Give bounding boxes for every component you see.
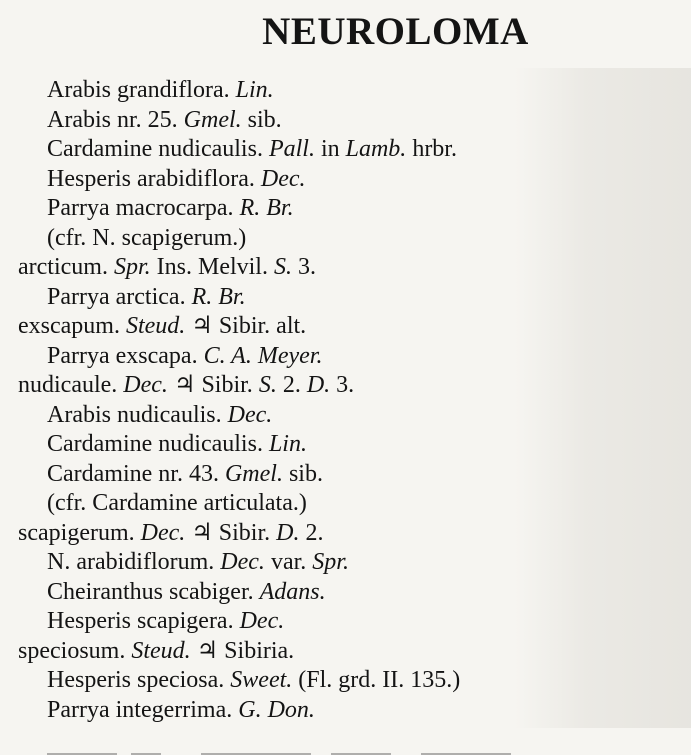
entry-text: Arabis nudicaulis. [47, 402, 228, 428]
author-abbrev: Sweet. [230, 667, 293, 693]
entry-text: Cheiranthus scabiger. [47, 579, 260, 605]
entry-text: nudicaule. [18, 372, 124, 398]
author-abbrev: Dec. [227, 402, 273, 428]
synonym-line [47, 281, 246, 313]
entry-text: exscapum. [18, 313, 126, 339]
entry-text: Cardamine nr. 43. [47, 461, 225, 487]
author-abbrev: Gmel. [183, 107, 242, 133]
entry-text: ♃ Sibir. [185, 520, 277, 546]
entry-text: Cardamine nudicaulis. [47, 431, 269, 457]
entry-text: sib. [282, 461, 323, 487]
author-abbrev: Dec. [220, 549, 265, 575]
author-abbrev: Lin. [235, 77, 274, 103]
entry-text: Hesperis speciosa. [47, 667, 231, 693]
synonym-line [47, 104, 282, 136]
entry-text: Arabis nr. 25. [47, 107, 184, 133]
species-line [18, 369, 354, 401]
synonym-line [47, 664, 460, 696]
entry-text: (cfr. Cardamine articulata.) [47, 490, 307, 516]
synonym-line [47, 428, 307, 460]
entry-text: 3. [291, 254, 316, 280]
entry-text: Parrya arctica. [47, 284, 192, 310]
author-abbrev: S. [273, 254, 292, 280]
author-abbrev: G. Don. [238, 697, 315, 723]
species-line [18, 517, 323, 549]
author-abbrev: Lin. [268, 431, 307, 457]
entry-text: Hesperis arabidiflora. [47, 166, 261, 192]
entry-text: (Fl. grd. II. 135.) [292, 667, 461, 693]
entry-text: ♃ Sibir. alt. [185, 313, 307, 339]
entry-text: 3. [330, 372, 355, 398]
species-line [18, 251, 316, 283]
entry-text: ♃ Sibiria. [190, 638, 295, 664]
entry-text: Cardamine nudicaulis. [47, 136, 269, 162]
synonym-line [47, 222, 246, 254]
entry-text: Parrya macrocarpa. [47, 195, 240, 221]
synonym-line [47, 192, 294, 224]
entry-text: var. [264, 549, 313, 575]
author-abbrev: Dec. [239, 608, 285, 634]
author-abbrev: Spr. [312, 549, 349, 575]
author-abbrev: Dec. [140, 520, 186, 546]
synonym-line [47, 576, 326, 608]
entry-text: Parrya exscapa. [47, 343, 204, 369]
synonym-line [47, 74, 274, 106]
synonym-line [47, 605, 284, 637]
cut-off-next-line [47, 746, 687, 755]
author-abbrev: Dec. [260, 166, 306, 192]
synonym-line [47, 487, 307, 519]
entry-text: scapigerum. [18, 520, 141, 546]
author-abbrev: C. A. Meyer. [203, 343, 323, 369]
author-abbrev: Lamb. [345, 136, 407, 162]
entry-text: arcticum. [18, 254, 114, 280]
synonym-line [47, 458, 323, 490]
author-abbrev: Dec. [123, 372, 168, 398]
author-abbrev: S. [258, 372, 277, 398]
entry-text: hrbr. [406, 136, 457, 162]
author-abbrev: R. Br. [239, 195, 294, 221]
synonym-line [47, 133, 457, 165]
author-abbrev: R. Br. [191, 284, 246, 310]
entry-text: (cfr. N. scapigerum.) [47, 225, 247, 251]
entry-text: Ins. Melvil. [150, 254, 274, 280]
author-abbrev: Gmel. [224, 461, 283, 487]
species-line [18, 635, 294, 667]
entry-text: speciosum. [18, 638, 132, 664]
synonym-line [47, 694, 315, 726]
entry-text: N. arabidiflorum. [47, 549, 221, 575]
entry-text: in [314, 136, 346, 162]
synonym-line [47, 546, 349, 578]
author-abbrev: Pall. [268, 136, 315, 162]
entry-text: ♃ Sibir. [167, 372, 259, 398]
entry-text: 2. [299, 520, 324, 546]
entry-text: Arabis grandiflora. [47, 77, 236, 103]
entry-text: Parrya integerrima. [47, 697, 239, 723]
entry-text: Hesperis scapigera. [47, 608, 240, 634]
synonym-line [47, 399, 272, 431]
entry-text: 2. [276, 372, 307, 398]
species-line [18, 310, 306, 342]
author-abbrev: Steud. [125, 313, 186, 339]
author-abbrev: D. [276, 520, 300, 546]
author-abbrev: Steud. [131, 638, 191, 664]
author-abbrev: Spr. [113, 254, 151, 280]
bleed-through-text [515, 68, 691, 728]
synonym-line [47, 163, 306, 195]
author-abbrev: D. [306, 372, 331, 398]
entry-text: sib. [241, 107, 282, 133]
synonym-line [47, 340, 322, 372]
author-abbrev: Adans. [259, 579, 326, 605]
genus-heading: NEUROLOMA [262, 10, 529, 53]
